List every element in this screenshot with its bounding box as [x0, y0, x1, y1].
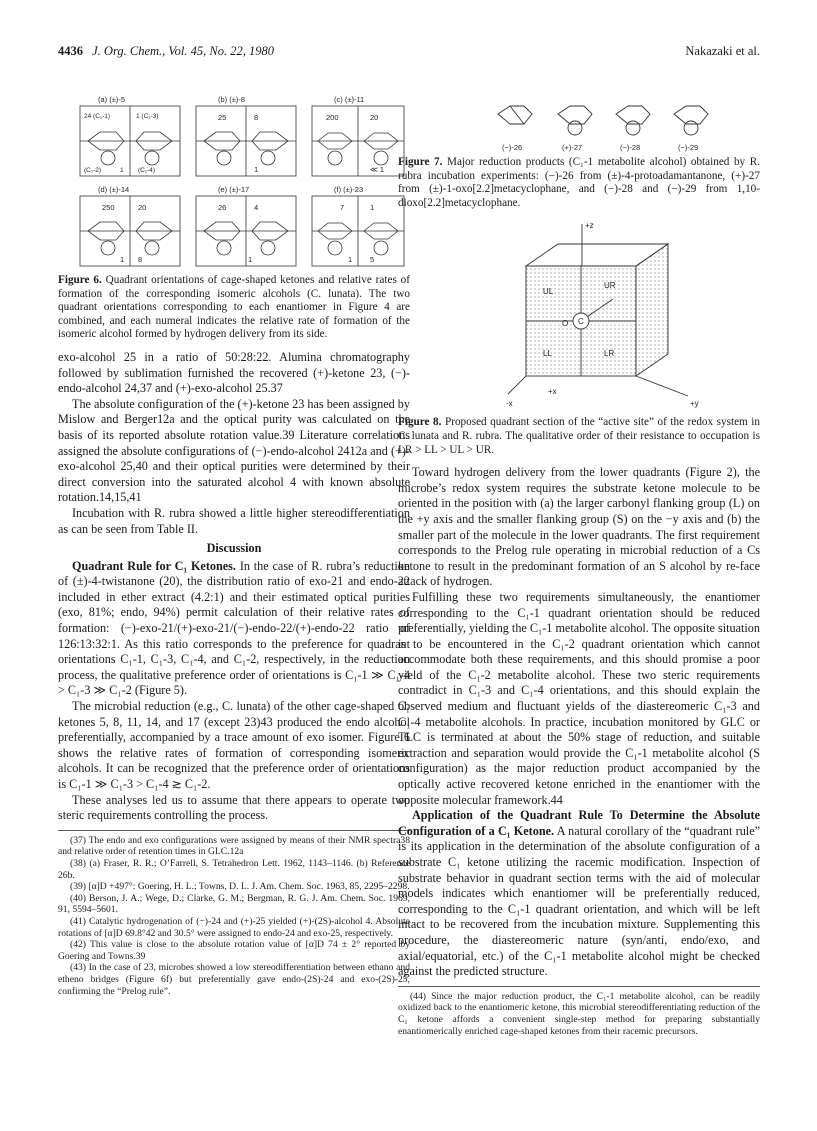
figure-8-drawing [398, 216, 760, 416]
quadrant-rule-heading: Quadrant Rule for C₁ Ketones. [72, 558, 236, 573]
right-paragraph: Toward hydrogen delivery from the lower quadrants (Figure 2), the microbe’s redox system requires the substrate ketone molecule to be oriented in the position with (a) the larger carbonyl flanking group (L) on the +y axis and the smaller flanking group (S) on the −y axis and (b) the smaller part of the molecule in the lower quadrants. The first requirement corresponds to the Prelog rule operating in microbial reduction of a Cs ketone to result in the predominant formation of an S alcohol by re-face attack of hydrogen. [398, 465, 760, 589]
fig6-a-num: 1 [120, 167, 124, 174]
footnote: (44) Since the major reduction product, the C₁-1 metabolite alcohol, can be readily oxidized back to the enantiomeric ketone, this microbial stereodifferentiating reduction of the C₁ ketone affords a convenient single-step method for preparing substantially enantiomerically enriched cage-shaped ketones from their racemic precursors. [398, 990, 760, 1037]
fig6-a-num: (C₁-2) [84, 167, 101, 174]
fig6-label-b: (b) (±)-8 [218, 95, 246, 104]
figure-8-caption [398, 416, 760, 457]
fig6-label-c: (c) (±)-11 [334, 95, 365, 104]
discussion-heading: Discussion [206, 541, 262, 556]
running-header [58, 42, 760, 60]
fig6-label-f: (f) (±)-23 [334, 185, 364, 194]
left-column [58, 92, 410, 997]
figure-6-caption [58, 274, 410, 342]
fig8-axis-label: +z [585, 221, 594, 231]
fig6-b-num: 1 [254, 165, 259, 174]
application-paragraph [398, 808, 760, 980]
fig6-d-num: 1 [120, 255, 125, 264]
fig6-label-d: (d) (±)-14 [98, 185, 130, 194]
figure-8-caption-label: Figure 8. [398, 416, 442, 429]
figure-6-caption-text: Quadrant orientations of cage-shaped ketones and relative rates of formation of the corresponding isomeric alcohols (C. lunata). The two quadrant orientations corresponding to each enantiomer in Figure 4 are combined, and each numeral indicates the relative rate of formation of the isomeric alcohol formed by hydrogen delivery from its side. [58, 274, 410, 341]
author-header: Nakazaki et al. [685, 44, 760, 58]
left-paragraph: exo-alcohol 25 in a ratio of 50:28:22. Alumina chromatography followed by sublimation furnished the recovered (+)-ketone 23, (−)-endo-alcohol 24,37 and (+)-exo-alcohol 25.37 [58, 349, 410, 396]
figure-7-caption-text: Major reduction products (C₁-1 metabolite alcohol) obtained by R. rubra incubation experiments: (−)-26 from (±)-4-protoadamantanone, (+)-27 from (±)-1-oxo[2.2]metacyclophane, and (−)-28 and (−)-29 from 1,10-dioxo[2.2]metacyclophane. [398, 156, 760, 209]
fig8-quadrant-label: C [578, 317, 584, 327]
fig6-f-num: 7 [340, 203, 345, 212]
fig8-axis-label: -x [506, 399, 513, 409]
figure-6-caption-label: Figure 6. [58, 274, 102, 286]
figure-7-drawing [398, 92, 760, 156]
fig8-quadrant-label: UL [543, 287, 554, 297]
left-paragraph: The microbial reduction (e.g., C. lunata) of the other cage-shaped C₁ ketones 5, 8, 11, 14, and 17 (except 23)43 produced the endo alcohol preferentially, accompanied by a trace amount of exo isomer. Figure 6 shows the relative rates of formation of corresponding isomeric alcohols. It can be recognized that the preference order of orientations is C₁-1 ≫ C₁-3 > C₁-4 ≳ C₁-2. [58, 699, 410, 791]
figure-7-caption [398, 156, 760, 210]
figure-7-caption-label: Figure 7. [398, 156, 443, 168]
fig6-b-num: 8 [254, 113, 259, 122]
footnote: (39) [α]D +497°: Goering, H. L.; Towns, D. L. J. Am. Chem. Soc. 1963, 85, 2295–2298. [70, 881, 410, 893]
footnote-divider [58, 830, 410, 831]
fig6-label-e: (e) (±)-17 [218, 185, 250, 194]
fig7-label: (+)-27 [562, 143, 583, 152]
fig6-d-num: 20 [138, 203, 147, 212]
fig6-f-num: 5 [370, 255, 375, 264]
left-paragraph: The absolute configuration of the (+)-ketone 23 has been assigned by Mislow and Berger12a and the optical purity was calculated on the basis of its reported absolute rotation value.39 Literature correlations assigned the absolute configurations of (−)-endo-alcohol 2412a and (+)-exo-alcohol 25,40 and their optical purities were determined by their direct conversion into the saturated alcohol 4 with known absolute rotation.14,15,41 [58, 396, 410, 505]
fig8-axis-label: +y [690, 399, 699, 409]
figure-7 [398, 92, 760, 156]
fig8-axis-label: +x [548, 387, 557, 397]
fig8-quadrant-label: LL [543, 349, 552, 359]
footnote: (43) In the case of 23, microbes showed a low stereodifferentiation between ethano and etheno bridges (Figure 6f) but preferentially gave endo-(2S)-24 and exo-(2S)-25, confirming the “Prelog rule”. [58, 962, 410, 997]
fig6-a-num: (C₁-4) [138, 167, 155, 174]
quadrant-rule-paragraph [58, 559, 410, 699]
fig7-label: (−)-29 [678, 143, 699, 152]
fig8-quadrant-label: O [562, 319, 569, 329]
fig6-e-num: 26 [218, 203, 227, 212]
fig6-e-num: 1 [248, 255, 253, 264]
figure-8 [398, 216, 760, 416]
fig6-c-num: 200 [326, 113, 339, 122]
fig7-label: (−)-26 [502, 143, 523, 152]
footnote: (42) This value is close to the absolute rotation value of [α]D 74 ± 2° reported by Goering and Towns.39 [58, 939, 410, 962]
footnote: (38) (a) Fraser, R. R.; O’Farrell, S. Tetrahedron Lett. 1962, 1143–1146. (b) Reference 26b. [58, 857, 410, 881]
fig6-f-num: 1 [370, 203, 375, 212]
figure-8-caption-text: Proposed quadrant section of the “active site” of the redox system in C. lunata and R. rubra. The qualitative order of their resistance to occupation is LR > LL > UL > UR. [398, 416, 760, 456]
fig8-quadrant-label: UR [604, 281, 616, 291]
footnote-divider [398, 986, 760, 987]
right-column [398, 92, 760, 1037]
figure-6 [58, 92, 410, 270]
fig6-c-num: 20 [370, 113, 379, 122]
fig6-d-num: 250 [102, 203, 115, 212]
left-paragraph: Incubation with R. rubra showed a little higher stereodifferentiation as can be seen from Table II. [58, 505, 410, 536]
fig6-c-num: ≪ 1 [370, 165, 385, 174]
footnote: (40) Berson, J. A.; Wege, D.; Clarke, G. M.; Bergman, R. G. J. Am. Chem. Soc. 1969, 91, 5594–5601. [58, 892, 410, 916]
fig6-d-num: 8 [138, 255, 143, 264]
fig7-label: (−)-28 [620, 143, 641, 152]
fig6-a-num: 1 (C₁-3) [136, 113, 159, 120]
fig6-e-num: 4 [254, 203, 259, 212]
left-paragraph: These analyses led us to assume that there appears to operate two steric requirements controlling the process. [58, 792, 410, 823]
footnote: (37) The endo and exo configurations were assigned by means of their NMR spectra38 and relative order of retention times in GLC.12a [58, 834, 410, 858]
journal-citation: J. Org. Chem., Vol. 45, No. 22, 1980 [92, 44, 274, 58]
footnote: (41) Catalytic hydrogenation of (−)-24 and (+)-25 yielded (+)-(2S)-alcohol 4. Absolute rotations of [α]D 69.8°42 and 30.5° were assigned to endo-24 and exo-25, respectively. [58, 915, 410, 939]
fig8-quadrant-label: LR [604, 349, 615, 359]
right-paragraph: Fulfilling these two requirements simultaneously, the enantiomer corresponding to the C₁-1 quadrant orientation should be reduced preferentially, yielding the C₁-1 metabolite alcohol. The opposite situation is to be encountered in the C₁-2 quadrant orientation which cannot accommodate both these requirements, and this should promise a poor yield of the C₁-2 metabolite alcohol. These two steric requirements contradict in C₁-3 and C₁-4 orientations, and this should explain the observed medium and fluctuant yields of the diastereomeric C₁-3 and C₁-4 metabolite alcohols. In practice, incubation monitored by GLC or TLC is terminated at about the 50% stage of reduction, and suitable extraction and separation would provide the C₁-1 metabolite alcohol (S configuration) as the major reduction product accompanied by the optically active recovered ketone enriched in the enantiomer with the opposite molecular framework.44 [398, 589, 760, 807]
figure-6-drawing [58, 92, 410, 270]
fig6-f-num: 1 [348, 255, 353, 264]
page-number: 4436 [58, 44, 83, 58]
fig6-label-a: (a) (±)-5 [98, 95, 126, 104]
quadrant-rule-text: In the case of R. rubra’s reduction of (±)-4-twistanone (20), the distribution ratio of exo-21 and endo-22 included in ether extract (4.2:1) and their estimated optical purities (exo, 81%; endo, 94%) permit calculation of their relative rates of formation: (−)-exo-21/(+)-exo-21/(−)-endo-22/(+)-endo-22 ratio of 126:13:32:1. As this ratio corresponds to the preference for quadrant orientations C₁-1, C₁-3, C₁-4, and C₁-2, respectively, in the reduction process, the qualitative preference order of orientations is C₁-1 ≫ C₁-4 > C₁-3 ≫ C₁-2 (Figure 5). [58, 558, 410, 698]
application-text: A natural corollary of the “quadrant rule” is its application in the determination of the absolute configuration of a substrate C₁ ketone utilizing the racemic modification. Inspection of substrate behavior in quadrant section terms with the aid of molecular models indicates which enantiomer will be preferentially reduced, corresponding to the C₁-1 quadrant orientation, and which will be left intact to be recovered from the incubation mixture. Supplementing this procedure, the diastereomeric nature (syn/anti, endo/exo, and axial/equatorial, etc.) of the C₁-1 metabolite alcohol might be checked against the predicted structure. [398, 823, 761, 979]
fig6-b-num: 25 [218, 113, 227, 122]
fig6-a-num: 24 (C₁-1) [84, 113, 111, 120]
application-heading: Application of the Quadrant Rule To Determine the Absolute Configuration of a C₁ Ketone. [398, 808, 760, 838]
